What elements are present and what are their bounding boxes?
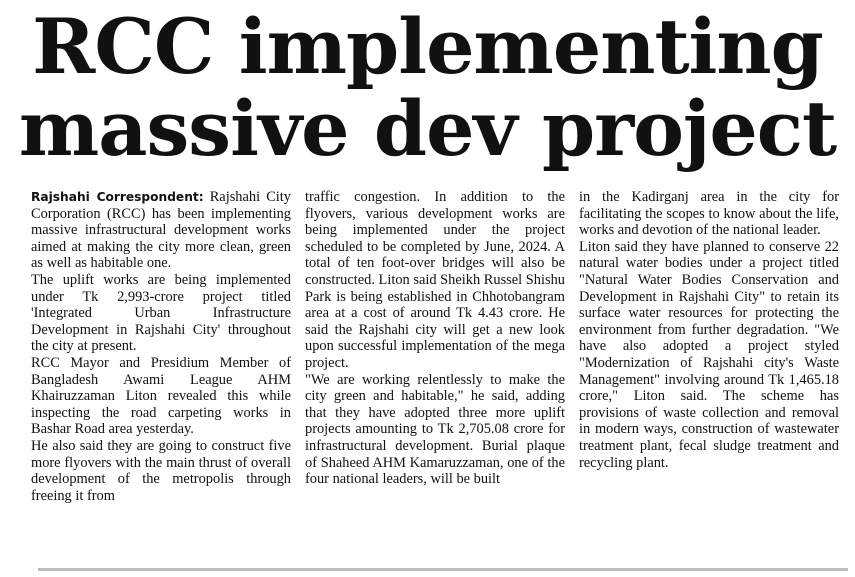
paragraph: The uplift works are being implemented under Tk 2,993-crore project titled 'Integrated Urban Infrastructure Development in Rajshahi City' throughout the city at present. (31, 271, 291, 355)
paragraph: Liton said they have planned to conserve 22 natural water bodies under a project titled "Natural Water Bodies Conservation and Development in Rajshahi City" to retain its surface water resources for protecting the environment from further degradation. "We have also adopted a project styled "Modernization of Rajshahi city's Waste Management" involving around Tk 1,465.18 crore," Liton said. The scheme has provisions of waste collection and removal in modern ways, construction of wastewater treatment plant, fecal sludge treatment and recycling plant. (579, 238, 839, 471)
paragraph: traffic congestion. In addition to the flyovers, various development works are being implemented under the project scheduled to be completed by June, 2024. A total of ten foot-over bridges will also be constructed. Liton said Sheikh Russel Shishu Park is being established in Chhotobangram area at a cost of around Tk 4.43 crore. He said the Rajshahi city will get a new look upon successful implementation of the mega project. (305, 189, 565, 371)
article-column-3 (579, 189, 839, 555)
bottom-rule (38, 568, 848, 571)
paragraph: RCC Mayor and Presidium Member of Bangladesh Awami League AHM Khairuzzaman Liton revealed this while inspecting the road carpeting works in Bashar Road area yesterday. (31, 354, 291, 438)
paragraph-text: Rajshahi City Corporation (RCC) has been implementing massive infrastructural development works aimed at making the city more clean, green as well as habitable one. (31, 189, 291, 272)
paragraph (31, 189, 291, 272)
article-column-2 (305, 189, 565, 555)
paragraph: in the Kadirganj area in the city for facilitating the scopes to know about the life, works and devotion of the national leader. (579, 189, 839, 239)
headline-line-1: RCC implementing (32, 2, 823, 91)
paragraph: He also said they are going to construct five more flyovers with the main thrust of overall development of the metropolis through freeing it from (31, 437, 291, 504)
article-body (31, 189, 839, 555)
headline (0, 2, 855, 173)
paragraph: "We are working relentlessly to make the city green and habitable," he said, adding that they have adopted three more uplift projects amounting to Tk 2,705.08 crore for infrastructural development. Burial plaque of Shaheed AHM Kamaruzzaman, one of the four national leaders, will be built (305, 371, 565, 488)
byline: Rajshahi Correspondent: (31, 190, 204, 204)
article-headline (0, 2, 855, 173)
headline-line-2: massive dev project (18, 84, 837, 173)
article-column-1 (31, 189, 291, 555)
